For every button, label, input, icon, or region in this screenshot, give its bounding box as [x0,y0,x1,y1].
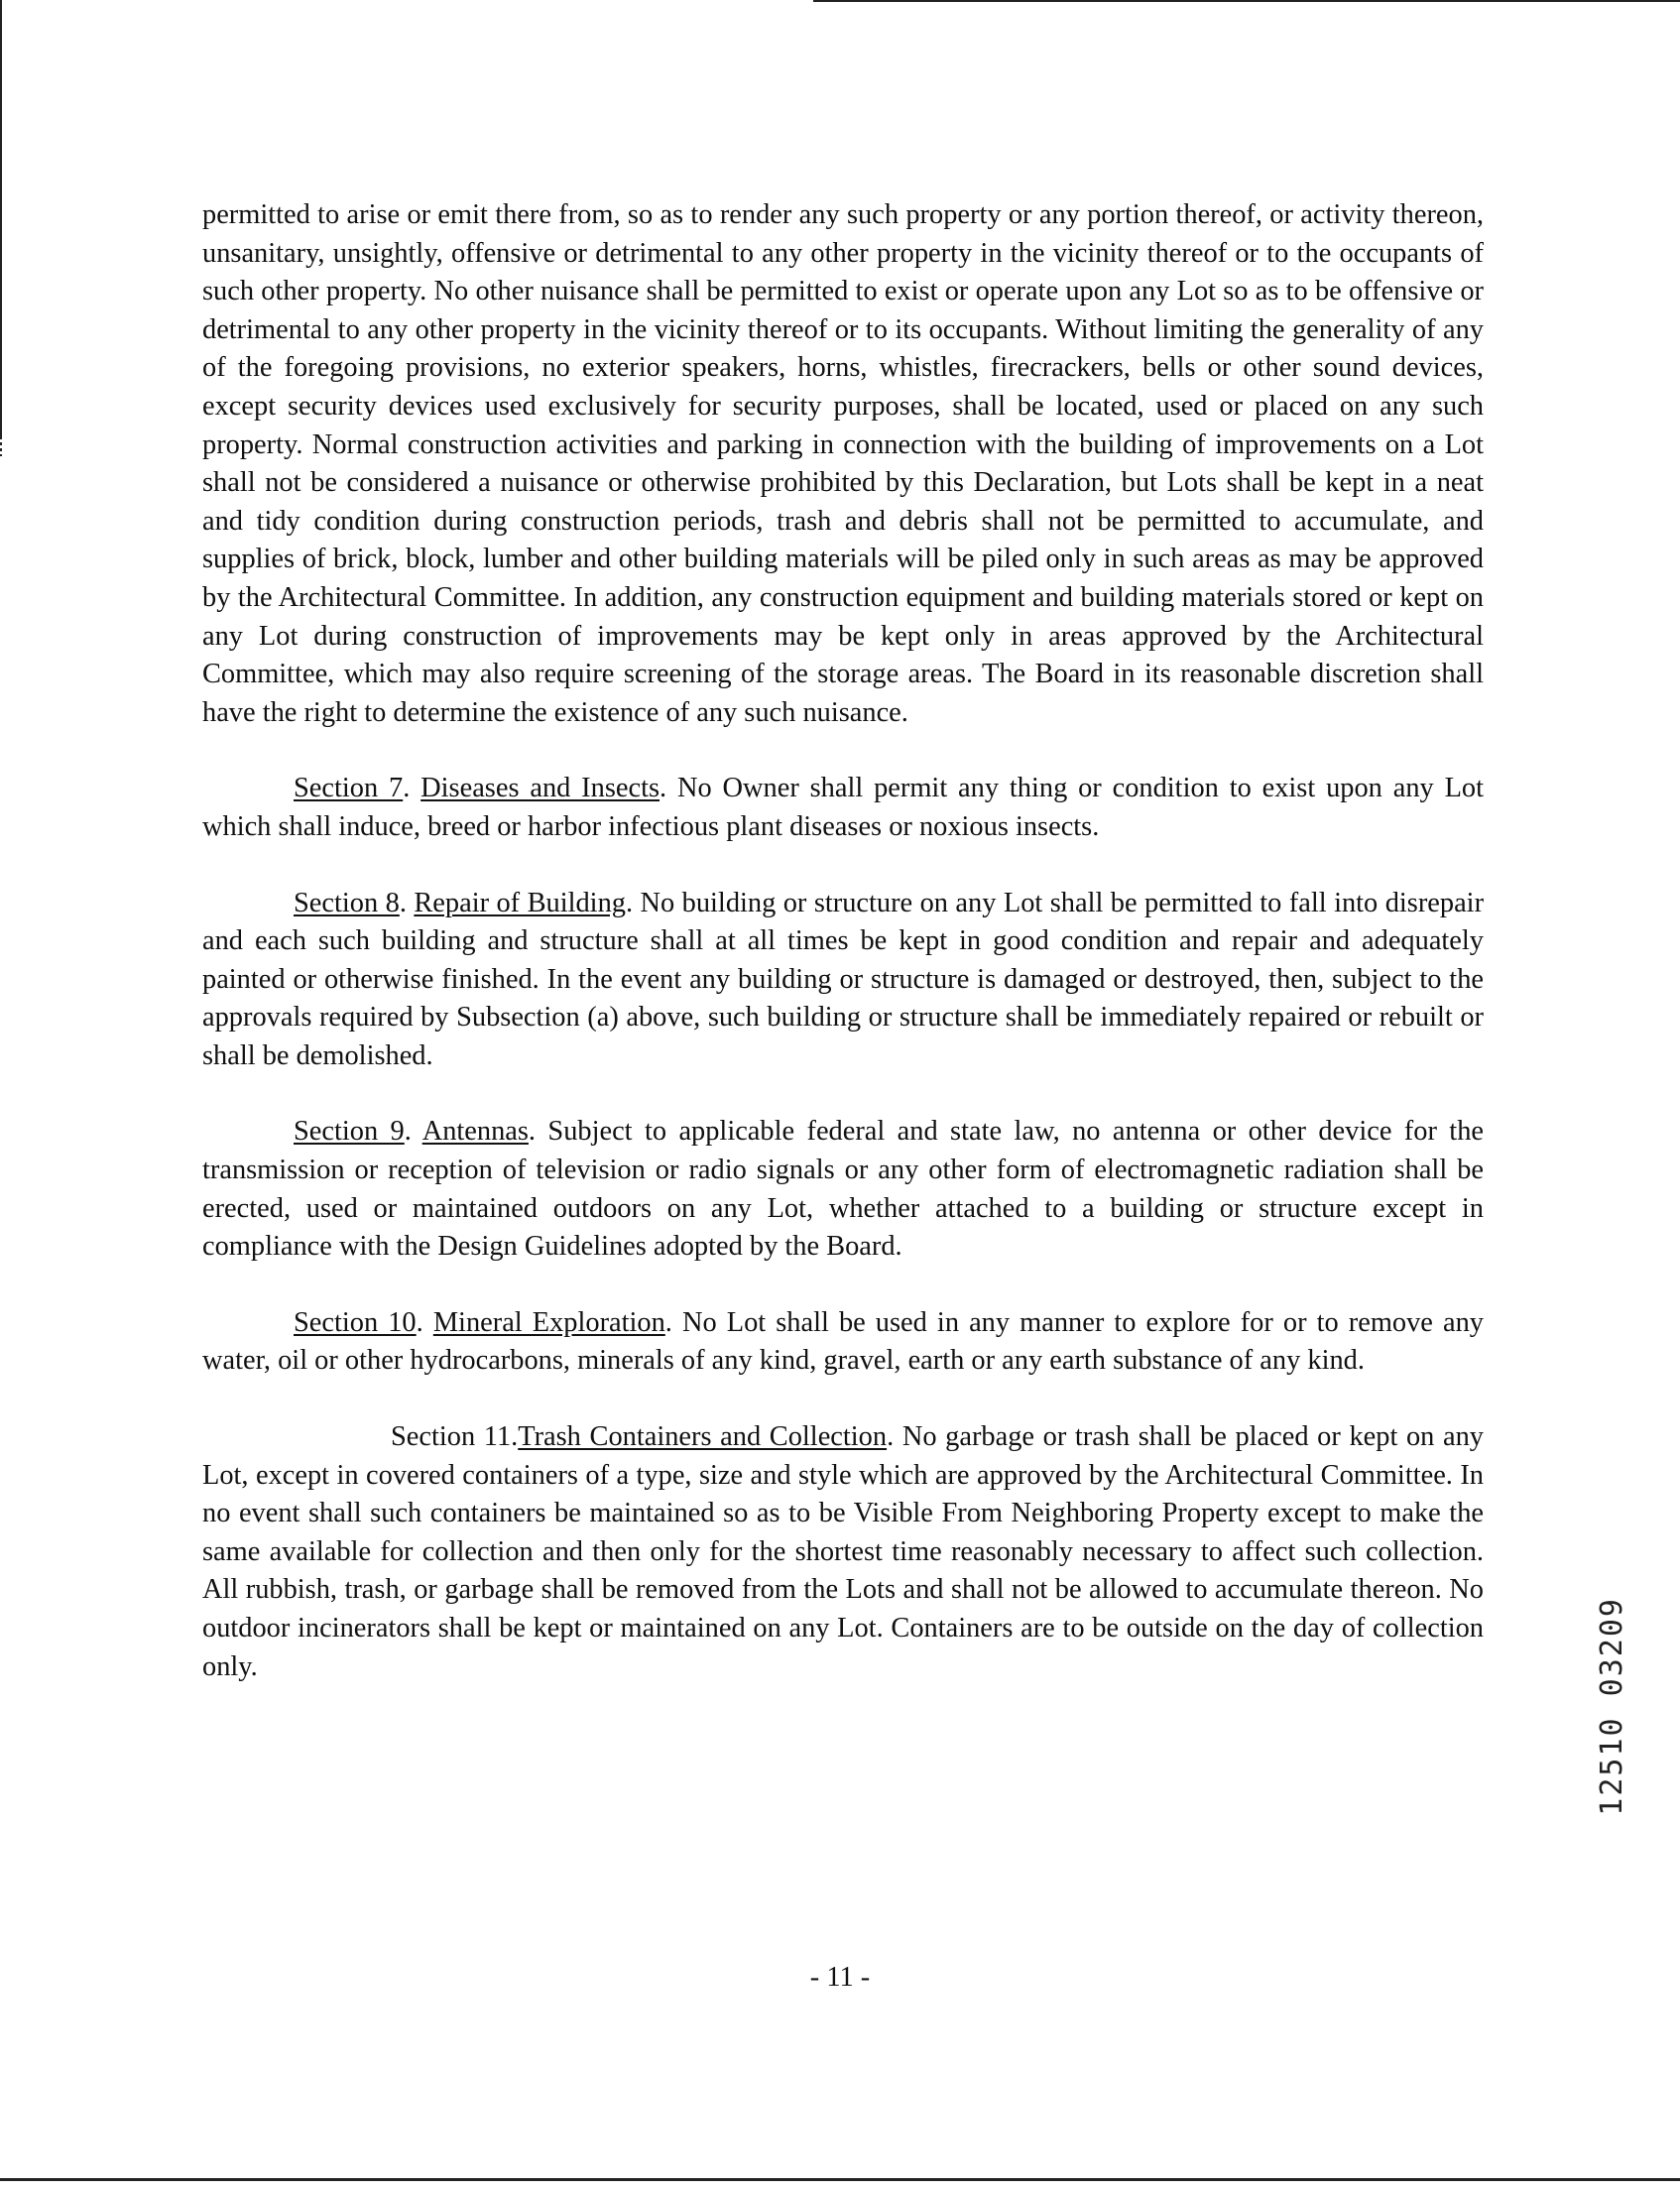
page-number: - 11 - [809,1962,871,1993]
section-7-separator: . [403,773,421,804]
section-9-paragraph [202,1113,1484,1266]
section-8-separator: . [399,887,415,918]
scan-edge-left-dash [0,436,2,456]
section-9-separator: . [404,1116,422,1148]
section-8-number: Section 8 [294,887,400,918]
section-10-title: Mineral Exploration [432,1306,665,1338]
intro-paragraph: permitted to arise or emit there from, so as to render any such property or any portion thereof, or activity thereon, unsanitary, unsightly, offensive or detrimental to any other property in the vicinity thereof or to the occupants of such other property. No other nuisance shall be permitted to exist or operate upon any Lot so as to be offensive or detrimental to any other property in the vicinity thereof or to its occupants. Without limiting the generality of any of the foregoing provisions, no exterior speakers, horns, whistles, firecrackers, bells or other sound devices, except security devices used exclusively for security purposes, shall be located, used or placed on any such property. Normal construction activities and parking in connection with the building of improvements on a Lot shall not be considered a nuisance or otherwise prohibited by this Declaration, but Lots shall be kept in a neat and tidy condition during construction periods, trash and debris shall not be permitted to accumulate, and supplies of brick, block, lumber and other building materials will be piled only in such areas as may be approved by the Architectural Committee. In addition, any construction equipment and building materials stored or kept on any Lot during construction of improvements may be kept only in areas approved by the Architectural Committee, which may also require screening of the storage areas. The Board in its reasonable discretion shall have the right to determine the existence of any such nuisance. [202,199,1484,728]
section-7-paragraph [202,770,1484,846]
section-11-body: . No garbage or trash shall be placed or kept on any Lot, except in covered containers of a type, size and style which are approved by the Architectural Committee. In no event shall such containers be maintained so as to be Visible From Neighboring Property except to make the same available for collection and then only for the shortest time reasonably necessary to affect such collection. All rubbish, trash, or garbage shall be removed from the Lots and shall not be allowed to accumulate thereon. No outdoor incinerators shall be kept or maintained on any Lot. Containers are to be outside on the day of collection only. [202,1421,1484,1682]
section-8-body: . No building or structure on any Lot shall be permitted to fall into disrepair and each such building and structure shall at all times be kept in good condition and repair and adequately painted or otherwise finished. In the event any building or structure is damaged or destroyed, then, subject to the approvals required by Subsection (a) above, such building or structure shall be immediately repaired or rebuilt or shall be demolished. [202,887,1485,1071]
section-7-body: . No Owner shall permit any thing or condition to exist upon any Lot which shall induce, breed or harbor infectious plant diseases or noxious insects. [202,773,1484,842]
section-7-title: Diseases and Insects [420,773,660,804]
section-11-prefix: Section 11. [391,1421,519,1453]
section-11-paragraph [202,1418,1484,1686]
scan-edge-bottom [0,2178,1680,2181]
section-8-paragraph [202,885,1484,1076]
section-10-number: Section 10 [294,1306,417,1338]
section-11-title: Trash Containers and Collection [518,1421,888,1453]
section-9-title: Antennas [421,1116,529,1148]
section-7-number: Section 7 [294,773,404,804]
scan-edge-left [0,0,2,436]
section-10-separator: . [416,1306,433,1338]
section-9-number: Section 9 [294,1116,405,1148]
section-10-paragraph [202,1304,1484,1381]
document-body [202,196,1484,1686]
margin-reference-number: 12510 03209 [1595,1597,1629,1816]
section-9-body: . Subject to applicable federal and state law, no antenna or other device for the transmission or reception of television or radio signals or any other form of electromagnetic radiation shall be erected, used or maintained outdoors on any Lot, whether attached to a building or structure except in compliance with the Design Guidelines adopted by the Board. [202,1116,1484,1263]
section-10-body: . No Lot shall be used in any manner to explore for or to remove any water, oil or other hydrocarbons, minerals of any kind, gravel, earth or any earth substance of any kind. [202,1306,1484,1377]
section-8-title: Repair of Building [414,887,626,918]
scan-edge-top [813,0,1680,2]
